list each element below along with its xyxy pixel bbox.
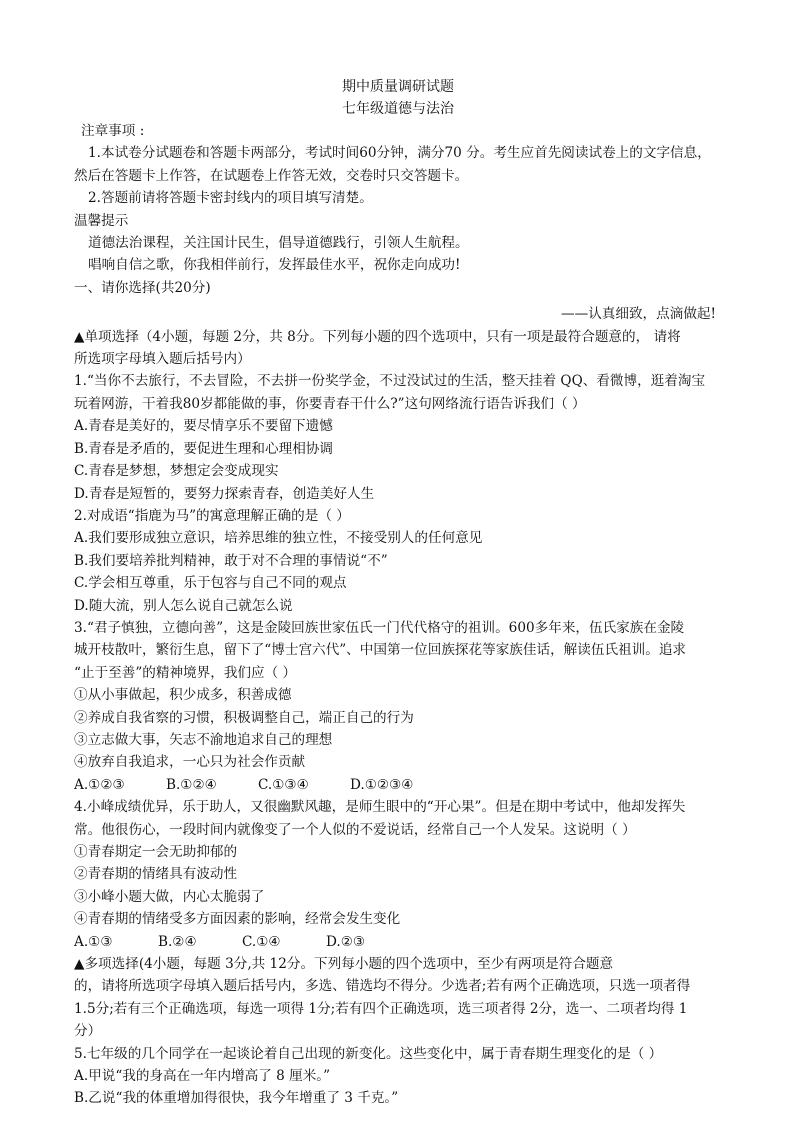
question-3-choice-a: A.①②③	[74, 776, 125, 793]
notice-item-2: 2.答题前请将答题卡密封线内的项目填写清楚。	[88, 190, 373, 207]
question-4-choices	[74, 931, 722, 953]
question-3-stem: 3.“君子慎独，立德向善”，这是金陵回族世家伍氏一门代代格守的祖训。600多年来，伍氏家族在金陵	[74, 619, 685, 636]
question-4-item-2: ②青春期的情绪具有波动性	[74, 866, 238, 883]
question-4-item-4: ④青春期的情绪受多方面因素的影响，经常会发生变化	[74, 911, 401, 928]
question-3-choice-d: D.①②③④	[350, 776, 414, 793]
question-4-choice-a: A.①③	[74, 933, 113, 950]
exam-title: 期中质量调研试题	[342, 79, 454, 95]
exam-subject: 七年级道德与法治	[342, 101, 454, 117]
multi-choice-instructions-cont-3: 分）	[74, 1023, 102, 1040]
question-3-choice-b: B.①②④	[166, 776, 217, 793]
multi-choice-instructions: ▲多项选择(4小题，每题 3分,共 12分。下列每小题的四个选项中，至少有两项是符合题意	[74, 956, 614, 973]
multi-choice-instructions-cont-2: 1.5分;若有三个正确选项，每选一项得 1分;若有四个正确选项，选三项者得 2分，选一、二项者均得 1	[74, 1000, 688, 1017]
question-1-option-c: C.青春是梦想，梦想定会变成现实	[74, 463, 279, 480]
question-2-option-d: D.随大流，别人怎么说自己就怎么说	[74, 597, 293, 614]
question-2-option-c: C.学会相互尊重，乐于包容与自己不同的观点	[74, 575, 347, 592]
question-5-option-b: B.乙说“我的体重增加得很快，我今年增重了 3 千克。”	[74, 1090, 399, 1107]
exam-page	[74, 76, 722, 1110]
single-choice-instructions-cont: 所选项字母填入题后括号内）	[74, 351, 251, 368]
section-motto: ——认真细致，点滴做起!	[561, 306, 716, 323]
tips-heading: 温馨提示	[74, 212, 129, 229]
question-4-item-1: ①青春期定一会无助抑郁的	[74, 844, 238, 860]
question-2-stem: 2.对成语“指鹿为马”的寓意理解正确的是（ ）	[74, 507, 350, 524]
question-3-choices	[74, 774, 722, 796]
multi-choice-instructions-cont: 的，请将所选项字母填入题后括号内，多选、错选均不得分。少选者;若有两个正确选项，只选一项者得	[74, 978, 691, 995]
notice-item-1-cont: 然后在答题卡上作答，在试题卷上作答无效，交卷时只交答题卡。	[74, 167, 469, 184]
single-choice-instructions: ▲单项选择（4小题，每题 2分，共 8分。下列每小题的四个选项中，只有一项是最符合题意的， 请将	[74, 328, 681, 345]
question-3-item-2: ②养成自我省察的习惯，积极调整自己，端正自己的行为	[74, 709, 414, 726]
question-4-choice-b: B.②④	[158, 933, 197, 950]
question-5-option-a: A.甲说“我的身高在一年内增高了 8 厘米。”	[74, 1068, 331, 1085]
question-5-stem: 5.七年级的几个同学在一起谈论着自己出现的新变化。这些变化中，属于青春期生理变化的是（ ）	[74, 1045, 663, 1062]
tips-line-2: 唱响自信之歌，你我相伴前行，发挥最佳水平，祝你走向成功!	[88, 257, 461, 274]
question-2-option-a: A.我们要形成独立意识，培养思维的独立性，不接受别人的任何意见	[74, 530, 483, 547]
question-3-item-4: ④放弃自我追求，一心只为社会作贡献	[74, 754, 306, 771]
notice-item-1: 1.本试卷分试题卷和答题卡两部分，考试时间60分钟，满分70 分。考生应首先阅读试卷上的文字信息，	[88, 145, 711, 162]
question-1-option-b: B.青春是矛盾的，要促进生理和心理相协调	[74, 440, 333, 457]
question-1-option-d: D.青春是短暂的，要努力探索青春，创造美好人生	[74, 485, 375, 502]
question-3-item-3: ③立志做大事，矢志不渝地追求自己的理想	[74, 731, 333, 748]
notice-heading: 注章事项 :	[81, 123, 145, 139]
question-3-choice-c: C.①③④	[258, 776, 309, 793]
question-1-option-a: A.青春是美好的，要尽情享乐不要留下遗憾	[74, 418, 333, 435]
question-3-stem-cont: 城开枝散叶，繁衍生息，留下了“博士宫六代”、中国第一位回族探花等家族佳话，解读伍氏祖训。追求	[74, 642, 687, 659]
question-4-stem: 4.小峰成绩优异，乐于助人，又很幽默风趣，是师生眼中的“开心果”。但是在期中考试中，他却发挥失	[74, 799, 686, 816]
question-3-item-1: ①从小事做起，积少成多，积善成德	[74, 687, 292, 704]
question-4-choice-c: C.①④	[242, 933, 281, 950]
question-3-stem-cont-2: “止于至善”的精神境界，我们应（ ）	[74, 664, 297, 681]
question-1-stem-cont: 玩着网游，干着我80岁都能做的事，你要青春干什么?”这句网络流行语告诉我们（ ）	[74, 395, 586, 412]
tips-line-1: 道德法治课程，关注国计民生，倡导道德践行，引领人生航程。	[88, 235, 469, 252]
section-heading: 一、请你选择(共20分)	[74, 279, 211, 296]
question-2-option-b: B.我们要培养批判精神，敢于对不合理的事情说“不”	[74, 552, 388, 569]
question-4-choice-d: D.②③	[326, 933, 366, 950]
question-4-item-3: ③小峰小题大做，内心太脆弱了	[74, 888, 265, 905]
question-1-stem: 1.“当你不去旅行，不去冒险，不去拼一份奖学金，不过没试过的生活，整天挂着 QQ、看微博，逛着淘宝	[74, 373, 706, 390]
question-4-stem-cont: 常。他很伤心，一段时间内就像变了一个人似的不爱说话，经常自己一个人发呆。这说明（ ）	[74, 821, 636, 838]
